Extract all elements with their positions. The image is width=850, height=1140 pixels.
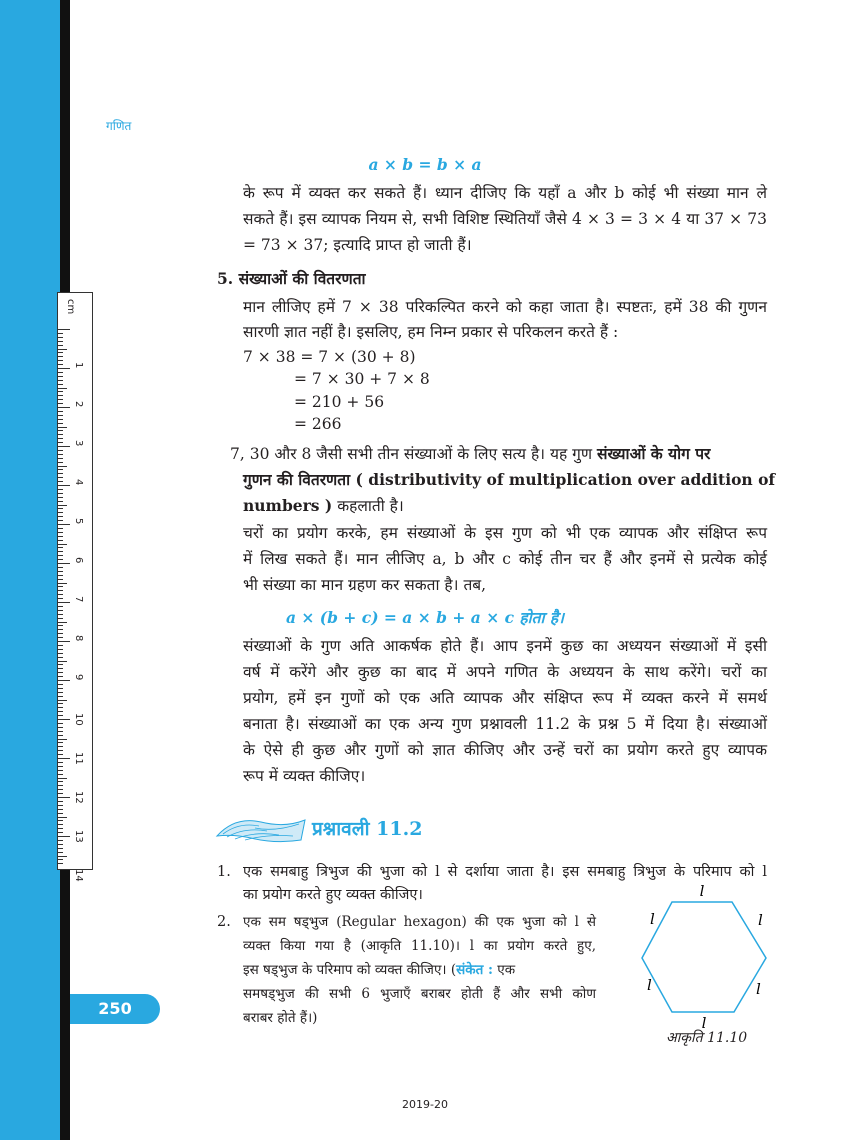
- ruler-number: 10: [73, 713, 84, 726]
- paragraph-line: भी संख्या का मान ग्रहण कर सकता है। तब,: [243, 576, 487, 594]
- ruler-tick: [58, 598, 63, 599]
- ruler-tick: [58, 532, 63, 533]
- ruler-tick: [58, 489, 63, 490]
- ruler-tick: [58, 789, 63, 790]
- ruler-tick: [58, 559, 63, 560]
- ruler-tick: [58, 785, 63, 786]
- ruler-tick: [58, 778, 67, 779]
- question-line: व्यक्त किया गया है (आकृति 11.10)। l का प्रयोग करते हुए,: [243, 938, 596, 954]
- ruler-tick: [58, 505, 67, 506]
- ruler-tick: [58, 450, 63, 451]
- ruler-tick: [58, 583, 67, 584]
- ruler-tick: [58, 676, 63, 677]
- ruler-tick: [58, 731, 63, 732]
- ruler-tick: [58, 423, 63, 424]
- exercise-badge-icon: [215, 814, 307, 844]
- ruler-tick: [58, 360, 63, 361]
- ruler-tick: [58, 434, 63, 435]
- ruler-tick: [58, 352, 63, 353]
- ruler-tick: [58, 469, 63, 470]
- ruler-tick: [58, 540, 63, 541]
- ruler-tick: [58, 668, 63, 669]
- running-title: गणित: [106, 119, 132, 133]
- question-line: एक समबाहु त्रिभुज की भुजा को l से दर्शाया जाता है। इस समबाहु त्रिभुज के परिमाप को l: [243, 864, 767, 880]
- question-number: 1.: [217, 864, 231, 880]
- ruler-number: 7: [73, 596, 84, 603]
- ruler-tick: [58, 516, 63, 517]
- ruler-tick: [58, 508, 63, 509]
- property-line: [243, 493, 404, 519]
- ruler-tick: [58, 653, 63, 654]
- paragraph-line: मान लीजिए हमें 7 × 38 परिकल्पित करने को कहा जाता है। स्पष्टतः, हमें 38 की गुणन: [243, 298, 767, 316]
- ruler-tick: [58, 750, 63, 751]
- ruler-tick: [58, 680, 70, 681]
- ruler-tick: [58, 493, 63, 494]
- property-text: 7, 30 और 8 जैसी सभी तीन संख्याओं के लिए सत्य है। यह गुण: [230, 445, 593, 463]
- ruler-number: 1: [73, 362, 84, 369]
- ruler-tick: [58, 446, 70, 447]
- ruler-tick: [58, 844, 63, 845]
- side-label: l: [699, 882, 705, 900]
- ruler-tick: [58, 832, 63, 833]
- ruler-tick: [58, 575, 63, 576]
- hint-label: संकेत :: [456, 962, 493, 978]
- ruler-tick: [58, 856, 67, 857]
- hexagon-shape: [642, 902, 766, 1012]
- ruler-tick: [58, 742, 63, 743]
- ruler-tick: [58, 809, 63, 810]
- question-line: [243, 958, 515, 983]
- ruler-tick: [58, 466, 67, 467]
- ruler-tick: [58, 579, 63, 580]
- ruler-tick: [58, 512, 63, 513]
- paragraph-line: के ऐसे ही कुछ और गुणों को ज्ञात कीजिए और उन्हें चरों का प्रयोग करते हुए व्यापक: [243, 741, 767, 759]
- ruler-tick: [58, 536, 63, 537]
- ruler-tick: [58, 399, 63, 400]
- question-text: इस षड्भुज के परिमाप को व्यक्त कीजिए। (: [243, 962, 457, 978]
- ruler-tick: [58, 454, 63, 455]
- ruler-number: 4: [73, 479, 84, 486]
- ruler-tick: [58, 746, 63, 747]
- ruler-tick: [58, 594, 63, 595]
- ruler-tick: [58, 840, 63, 841]
- ruler-tick: [58, 707, 63, 708]
- ruler-tick: [58, 727, 63, 728]
- ruler-number: 6: [73, 557, 84, 564]
- ruler-tick: [58, 848, 63, 849]
- ruler-tick: [58, 384, 63, 385]
- ruler-tick: [58, 430, 63, 431]
- property-bold: numbers ): [243, 496, 333, 515]
- ruler-tick: [58, 380, 63, 381]
- ruler-tick: [58, 797, 70, 798]
- ruler-tick: [58, 813, 63, 814]
- ruler-tick: [58, 828, 63, 829]
- paragraph-line: में लिख सकते हैं। मान लीजिए a, b और c कोई तीन चर हैं और इनमें से प्रत्येक कोई: [243, 550, 767, 568]
- paragraph-line: के रूप में व्यक्त कर सकते हैं। ध्यान दीजिए कि यहाँ a और b कोई भी संख्या मान ले: [243, 184, 767, 202]
- ruler-tick: [58, 349, 67, 350]
- ruler-tick: [58, 356, 63, 357]
- ruler-unit: cm: [65, 299, 76, 315]
- ruler-tick: [58, 766, 63, 767]
- paragraph-line: प्रयोग, हमें इन गुणों को एक अति व्यापक और संक्षिप्त रूप में व्यक्त करने में समर्थ: [243, 689, 767, 707]
- ruler-tick: [58, 547, 63, 548]
- ruler-tick: [58, 427, 67, 428]
- ruler-tick: [58, 711, 63, 712]
- section-heading: 5. संख्याओं की वितरणता: [217, 269, 366, 288]
- ruler-tick: [58, 852, 63, 853]
- ruler-tick: [58, 501, 63, 502]
- paragraph-line: संख्याओं के गुण अति आकर्षक होते हैं। आप इनमें कुछ का अध्ययन संख्याओं में इसी: [243, 637, 767, 655]
- calc-line: = 7 × 30 + 7 × 8: [294, 370, 430, 388]
- property-line-bold: गुणन की वितरणता ( distributivity of multiplication over addition of: [243, 470, 776, 489]
- ruler-tick: [58, 805, 63, 806]
- ruler-tick: [58, 637, 63, 638]
- question-line: का प्रयोग करते हुए व्यक्त कीजिए।: [243, 887, 423, 903]
- question-text: एक: [492, 962, 516, 978]
- figure-caption: आकृति 11.10: [666, 1030, 748, 1046]
- ruler-tick: [58, 524, 70, 525]
- paragraph-line: रूप में व्यक्त कीजिए।: [243, 767, 366, 785]
- ruler-tick: [58, 700, 67, 701]
- ruler-tick: [58, 528, 63, 529]
- side-label: l: [647, 976, 652, 994]
- calc-line: 7 × 38 = 7 × (30 + 8): [243, 348, 416, 366]
- ruler-tick: [58, 664, 63, 665]
- side-label: l: [756, 980, 761, 998]
- ruler-tick: [58, 407, 70, 408]
- ruler-tick: [58, 859, 63, 860]
- ruler-tick: [58, 817, 67, 818]
- ruler-tick: [58, 567, 63, 568]
- ruler-tick: [58, 438, 63, 439]
- ruler-number: 12: [73, 791, 84, 804]
- ruler-tick: [58, 590, 63, 591]
- ruler-tick: [58, 661, 67, 662]
- ruler-tick: [58, 419, 63, 420]
- ruler-tick: [58, 497, 63, 498]
- ruler-tick: [58, 770, 63, 771]
- ruler-number: 13: [73, 830, 84, 843]
- side-label: l: [758, 911, 763, 929]
- ruler-number: 2: [73, 401, 84, 408]
- ruler-tick: [58, 692, 63, 693]
- ruler-tick: [58, 863, 63, 864]
- ruler-tick: [58, 715, 63, 716]
- calc-line: = 210 + 56: [294, 393, 385, 411]
- ruler-number: 5: [73, 518, 84, 525]
- ruler-tick: [58, 739, 67, 740]
- ruler-tick: [58, 415, 63, 416]
- ruler-tick: [58, 551, 63, 552]
- ruler-tick: [58, 345, 63, 346]
- ruler-tick: [58, 781, 63, 782]
- paragraph-line: चरों का प्रयोग करके, हम संख्याओं के इस गुण को भी एक व्यापक और संक्षिप्त रूप: [243, 524, 767, 542]
- ruler-tick: [58, 555, 63, 556]
- ruler-tick: [58, 641, 70, 642]
- ruler-tick: [58, 649, 63, 650]
- ruler-tick: [58, 602, 70, 603]
- ruler-tick: [58, 462, 63, 463]
- ruler-tick: [58, 762, 63, 763]
- ruler-tick: [58, 723, 63, 724]
- ruler-tick: [58, 388, 67, 389]
- property-bold: संख्याओं के योग पर: [597, 444, 711, 463]
- ruler-tick: [58, 481, 63, 482]
- distributive-formula: a × (b + c) = a × b + a × c होता है।: [285, 608, 565, 627]
- ruler-tick: [58, 563, 70, 564]
- ruler-number: 3: [73, 440, 84, 447]
- ruler-tick: [58, 719, 70, 720]
- ruler-tick: [58, 403, 63, 404]
- calc-line: = 266: [294, 415, 342, 433]
- commutative-formula: a × b = b × a: [368, 155, 482, 174]
- ruler-tick: [58, 758, 70, 759]
- ruler-tick: [58, 341, 63, 342]
- ruler-tick: [58, 376, 63, 377]
- ruler-tick: [58, 458, 63, 459]
- ruler-number: 14: [73, 869, 84, 882]
- ruler-tick: [58, 633, 63, 634]
- ruler-tick: [58, 473, 63, 474]
- ruler-tick: [58, 774, 63, 775]
- ruler-number: 11: [73, 752, 84, 765]
- property-text: कहलाती है।: [337, 497, 404, 515]
- paragraph-line: बनाता है। संख्याओं का एक अन्य गुण प्रश्नावली 11.2 के प्रश्न 5 में दिया है। संख्याओं: [243, 715, 767, 733]
- ruler-tick: [58, 391, 63, 392]
- ruler-tick: [58, 544, 67, 545]
- ruler-tick: [58, 793, 63, 794]
- ruler-tick: [58, 337, 63, 338]
- paragraph-line: वर्ष में करेंगे और कुछ का बाद में अपने गणित के अध्ययन के साथ करेंगे। चरों का: [243, 663, 767, 681]
- ruler-tick: [58, 520, 63, 521]
- paragraph-line: सारणी ज्ञात नहीं है। इसलिए, हम निम्न प्रकार से परिकलन करते हैं :: [243, 323, 619, 341]
- ruler-tick: [58, 645, 63, 646]
- ruler-tick: [58, 824, 63, 825]
- ruler-tick: [58, 477, 63, 478]
- ruler-tick: [58, 801, 63, 802]
- ruler-tick: [58, 684, 63, 685]
- ruler-tick: [58, 657, 63, 658]
- ruler-tick: [58, 586, 63, 587]
- paragraph-line: = 73 × 37; इत्यादि प्राप्त हो जाती हैं।: [243, 236, 472, 254]
- ruler-tick: [58, 411, 63, 412]
- ruler-tick: [58, 571, 63, 572]
- ruler-tick: [58, 820, 63, 821]
- ruler-number: 8: [73, 635, 84, 642]
- ruler-tick: [58, 364, 63, 365]
- paragraph-line: सकते हैं। इस व्यापक नियम से, सभी विशिष्ट स्थितियाँ जैसे 4 × 3 = 3 × 4 या 37 × 73: [243, 210, 767, 228]
- question-line: बराबर होते हैं।): [243, 1010, 318, 1026]
- question-line: समषड्भुज की सभी 6 भुजाएँ बराबर होती हैं और सभी कोण: [243, 986, 596, 1002]
- ruler: [57, 292, 93, 882]
- ruler-tick: [58, 329, 70, 330]
- ruler-tick: [58, 372, 63, 373]
- question-line: एक सम षड्भुज (Regular hexagon) की एक भुजा को l से: [243, 914, 596, 930]
- ruler-tick: [58, 703, 63, 704]
- hexagon-figure: [620, 872, 780, 1032]
- ruler-tick: [58, 735, 63, 736]
- page-number: 250: [70, 994, 160, 1024]
- ruler-tick: [58, 836, 70, 837]
- ruler-tick: [58, 442, 63, 443]
- ruler-tick: [58, 754, 63, 755]
- ruler-tick: [58, 395, 63, 396]
- ruler-tick: [58, 333, 63, 334]
- ruler-number: 9: [73, 674, 84, 681]
- property-line: [230, 441, 710, 467]
- ruler-tick: [58, 696, 63, 697]
- question-number: 2.: [217, 914, 231, 930]
- footer-year: 2019-20: [402, 1098, 448, 1111]
- exercise-title: प्रश्नावली 11.2: [312, 818, 423, 840]
- ruler-tick: [58, 672, 63, 673]
- ruler-tick: [58, 485, 70, 486]
- ruler-tick: [58, 688, 63, 689]
- side-label: l: [650, 910, 655, 928]
- ruler-tick: [58, 368, 70, 369]
- side-label: l: [701, 1014, 707, 1032]
